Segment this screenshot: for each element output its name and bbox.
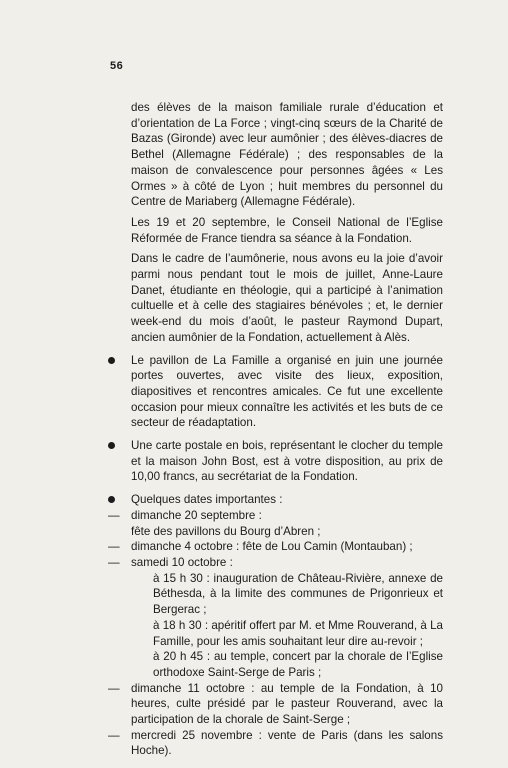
date-line: dimanche 11 octobre : au temple de la Fondation, à 10 heures, culte présidé par le pasteur Rouverand, avec la participation de la chorale de Saint-Serge ; (131, 681, 443, 727)
date-sub-events (131, 571, 443, 681)
date-item (108, 508, 443, 539)
page-body (108, 100, 443, 759)
date-line: dimanche 20 septembre : (131, 508, 262, 522)
date-sub-item: à 20 h 45 : au temple, concert par la chorale de l’Eglise orthodoxe Saint-Serge de Paris ; (153, 650, 443, 679)
bullet-icon (108, 357, 115, 364)
date-item (108, 681, 443, 728)
dash-icon: — (108, 508, 120, 522)
date-line: samedi 10 octobre : (131, 555, 233, 569)
date-sub-item: à 15 h 30 : inauguration de Château-Rivière, annexe de Béthesda, à la limite des communes de Prigonrieux et Bergerac ; (153, 571, 443, 617)
dash-icon: — (108, 728, 120, 742)
bullet-postcard-text: Une carte postale en bois, représentant le clocher du temple et la maison John Bost, est à votre disposition, au prix de 10,00 francs, au secrétariat de la Fondation. (131, 439, 443, 484)
dash-icon: — (108, 540, 120, 554)
date-item (108, 555, 443, 681)
bullet-open-day-text: Le pavillon de La Famille a organisé en juin une journée portes ouvertes, avec visite des lieux, exposition, diapositives et rencontres amicales. Ce fut une excellente occasion pour mieux connaître les activités et les buts de ce secteur de réadaptation. (131, 353, 443, 430)
bullet-icon (108, 496, 115, 503)
dash-icon: — (108, 681, 120, 695)
date-item (108, 728, 443, 759)
bullet-open-day (131, 353, 443, 432)
dates-heading: Quelques dates importantes : (131, 493, 283, 507)
date-item (108, 539, 443, 555)
bullet-postcard (131, 438, 443, 485)
date-line: mercredi 25 novembre : vente de Paris (dans les salons Hoche). (131, 728, 443, 758)
bullet-icon (108, 442, 115, 449)
paragraph-visitors: des élèves de la maison familiale rurale d’éducation et d’orientation de La Force ; vingt-cinq sœurs de la Charité de Bazas (Gironde) avec leur aumônier ; des élèves-diacres de Bethel (Allemagne Fédérale) ; des responsables de la maison de convalescence pour personnes âgées « Les Ormes » à côté de Lyon ; huit membres du personnel du Centre de Mariaberg (Allemagne Fédérale). (131, 101, 443, 209)
paragraph-synod: Les 19 et 20 septembre, le Conseil National de l’Eglise Réformée de France tiendra sa séance à la Fondation. (131, 215, 443, 245)
date-line: dimanche 4 octobre : fête de Lou Camin (Montauban) ; (131, 540, 413, 554)
bullet-dates (108, 492, 443, 759)
date-line: fête des pavillons du Bourg d’Abren ; (131, 524, 321, 538)
dash-icon: — (108, 555, 120, 569)
page-number: 56 (110, 60, 124, 72)
paragraph-chaplaincy: Dans le cadre de l’aumônerie, nous avons eu la joie d’avoir parmi nous pendant tout le mois de juillet, Anne-Laure Danet, étudiante en théologie, qui a participé à l’animation cultuelle et à celle des stagiaires bénévoles ; et, le dernier week-end du mois d’août, le pasteur Raymond Dupart, ancien aumônier de la Fondation, actuellement à Alès. (131, 252, 443, 344)
date-sub-item: à 18 h 30 : apéritif offert par M. et Mme Rouverand, à La Famille, pour les amis souhaitant leur dire au-revoir ; (153, 618, 443, 648)
dates-list (108, 508, 443, 759)
